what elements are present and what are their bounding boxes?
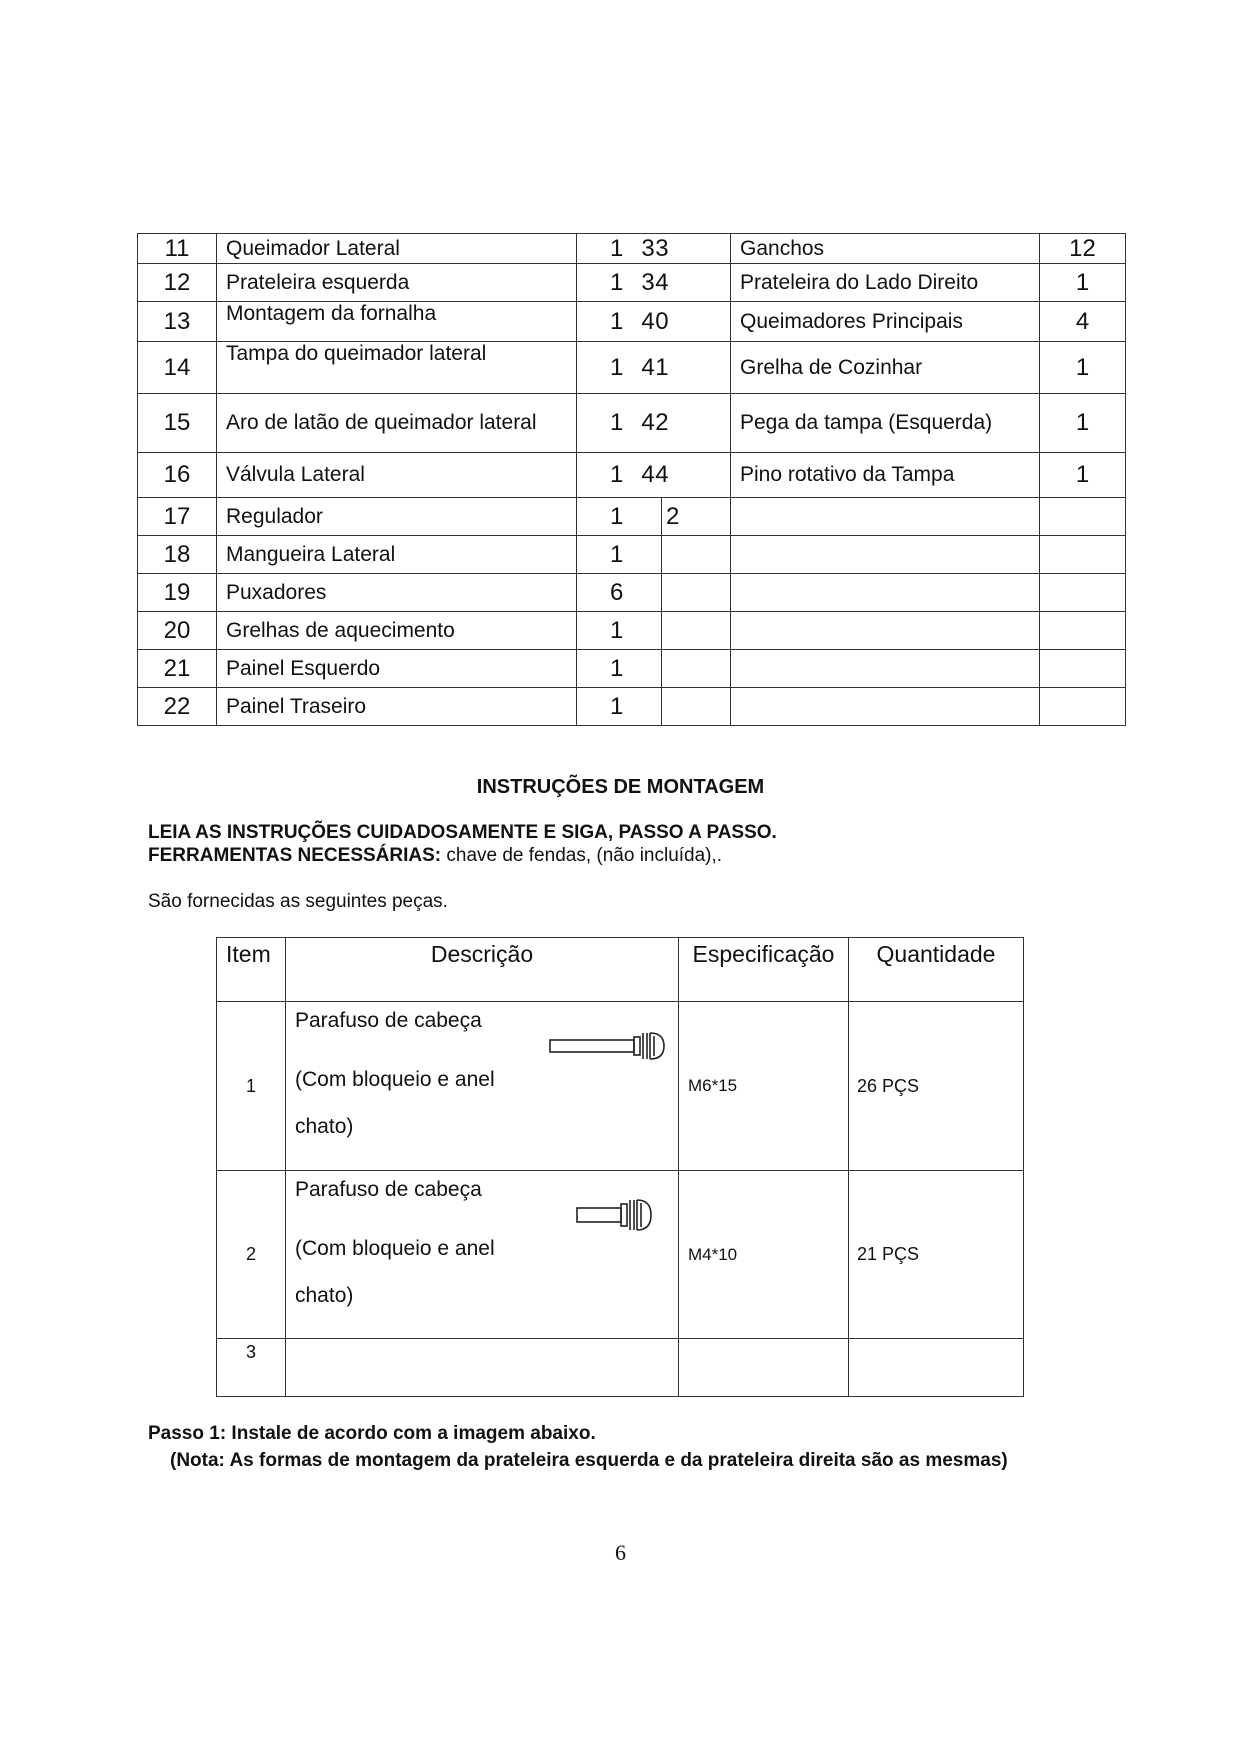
table-row xyxy=(138,453,1126,498)
tools-value: chave de fendas, (não incluída),. xyxy=(441,845,723,866)
part-number: 19 xyxy=(138,574,217,612)
step1-title: Passo 1: Instale de acordo com a imagem abaixo. xyxy=(148,1423,596,1444)
table-row xyxy=(138,342,1126,394)
part-description: Queimador Lateral xyxy=(217,234,577,264)
table-row xyxy=(138,394,1126,453)
part-description: Aro de latão de queimador lateral xyxy=(217,394,577,453)
supplied-parts-line: São fornecidas as seguintes peças. xyxy=(148,891,448,912)
table-row xyxy=(217,1171,1024,1339)
part-quantity: 1 44 xyxy=(577,453,662,498)
hardware-item-number: 1 xyxy=(217,1002,286,1171)
table-row xyxy=(138,574,1126,612)
part-description: Tampa do queimador lateral xyxy=(217,342,577,394)
header-quantity: Quantidade xyxy=(849,938,1024,1002)
part-quantity: 1 41 xyxy=(577,342,662,394)
header-specification: Especificação xyxy=(679,938,849,1002)
part-description: Prateleira esquerda xyxy=(217,264,577,302)
right-part-quantity: 12 xyxy=(1040,234,1126,264)
part-number: 16 xyxy=(138,453,217,498)
right-part-description: Queimadores Principais xyxy=(731,302,1040,342)
part-quantity: 1 xyxy=(577,612,662,650)
hardware-item-number: 2 xyxy=(217,1171,286,1339)
part-number: 11 xyxy=(138,234,217,264)
hardware-quantity: 21 PÇS xyxy=(849,1171,1024,1339)
part-description: Puxadores xyxy=(217,574,577,612)
part-description: Mangueira Lateral xyxy=(217,536,577,574)
part-quantity: 1 xyxy=(577,498,662,536)
right-part-description xyxy=(731,498,1040,536)
instructions-title: INSTRUÇÕES DE MONTAGEM xyxy=(476,776,765,798)
right-part-number: 33 xyxy=(641,234,670,262)
parts-table xyxy=(137,233,1126,726)
tools-label: FERRAMENTAS NECESSÁRIAS: xyxy=(148,845,442,866)
part-number: 12 xyxy=(138,264,217,302)
table-row xyxy=(217,1002,1024,1171)
part-number: 21 xyxy=(138,650,217,688)
right-part-number: 44 xyxy=(641,461,670,488)
right-part-number: 34 xyxy=(641,268,670,296)
part-number: 20 xyxy=(138,612,217,650)
part-quantity: 1 xyxy=(577,688,662,726)
hardware-specification: M4*10 xyxy=(679,1171,849,1339)
right-part-quantity: 1 xyxy=(1040,453,1126,498)
part-description: Montagem da fornalha xyxy=(217,302,577,342)
right-part-number: 2 xyxy=(662,498,731,536)
table-row xyxy=(138,612,1126,650)
part-number: 22 xyxy=(138,688,217,726)
part-description: Painel Esquerdo xyxy=(217,650,577,688)
hardware-specification: M6*15 xyxy=(679,1002,849,1171)
right-part-quantity: 1 xyxy=(1040,264,1126,302)
tools-line xyxy=(148,845,722,867)
table-row xyxy=(138,498,1126,536)
part-quantity: 1 xyxy=(577,536,662,574)
step1-note: (Nota: As formas de montagem da prateleira esquerda e da prateleira direita são as mesmas) xyxy=(170,1450,1008,1471)
right-part-number: 42 xyxy=(641,409,670,436)
right-part-description: Ganchos xyxy=(731,234,1040,264)
right-part-quantity: 1 xyxy=(1040,342,1126,394)
right-part-description: Prateleira do Lado Direito xyxy=(731,264,1040,302)
right-part-quantity: 4 xyxy=(1040,302,1126,342)
part-description: Válvula Lateral xyxy=(217,453,577,498)
table-row xyxy=(138,536,1126,574)
table-row xyxy=(138,688,1126,726)
part-quantity: 1 33 xyxy=(577,234,662,264)
right-part-number: 40 xyxy=(641,307,670,335)
part-quantity: 1 34 xyxy=(577,264,662,302)
part-description: Painel Traseiro xyxy=(217,688,577,726)
hardware-item-number: 3 xyxy=(217,1339,286,1397)
table-row xyxy=(138,264,1126,302)
right-part-description: Pega da tampa (Esquerda) xyxy=(731,394,1040,453)
read-instructions-line: LEIA AS INSTRUÇÕES CUIDADOSAMENTE E SIGA, PASSO A PASSO. xyxy=(148,822,777,843)
table-row xyxy=(138,302,1126,342)
page-number: 6 xyxy=(615,1540,626,1565)
right-part-number: 41 xyxy=(641,353,670,381)
hardware-quantity: 26 PÇS xyxy=(849,1002,1024,1171)
part-description: Regulador xyxy=(217,498,577,536)
table-row xyxy=(138,650,1126,688)
hardware-table xyxy=(216,937,1024,1397)
part-number: 14 xyxy=(138,342,217,394)
part-quantity: 1 42 xyxy=(577,394,662,453)
right-part-quantity: 1 xyxy=(1040,394,1126,453)
part-number: 13 xyxy=(138,302,217,342)
long-screw-icon xyxy=(548,1027,668,1065)
part-quantity: 6 xyxy=(577,574,662,612)
part-number: 15 xyxy=(138,394,217,453)
table-header-row xyxy=(217,938,1024,1002)
right-part-quantity xyxy=(1040,498,1126,536)
part-number: 17 xyxy=(138,498,217,536)
part-quantity: 1 xyxy=(577,650,662,688)
table-row xyxy=(138,234,1126,264)
hardware-description: Parafuso de cabeça (Com bloqueio e anel chato) xyxy=(286,1002,679,1171)
hardware-description: Parafuso de cabeça (Com bloqueio e anel chato) xyxy=(286,1171,679,1339)
part-number: 18 xyxy=(138,536,217,574)
header-description: Descrição xyxy=(286,938,679,1002)
short-screw-icon xyxy=(575,1195,655,1235)
right-part-description: Grelha de Cozinhar xyxy=(731,342,1040,394)
right-part-description: Pino rotativo da Tampa xyxy=(731,453,1040,498)
part-description: Grelhas de aquecimento xyxy=(217,612,577,650)
table-row xyxy=(217,1339,1024,1397)
part-quantity: 1 40 xyxy=(577,302,662,342)
header-item: Item xyxy=(217,938,286,1002)
